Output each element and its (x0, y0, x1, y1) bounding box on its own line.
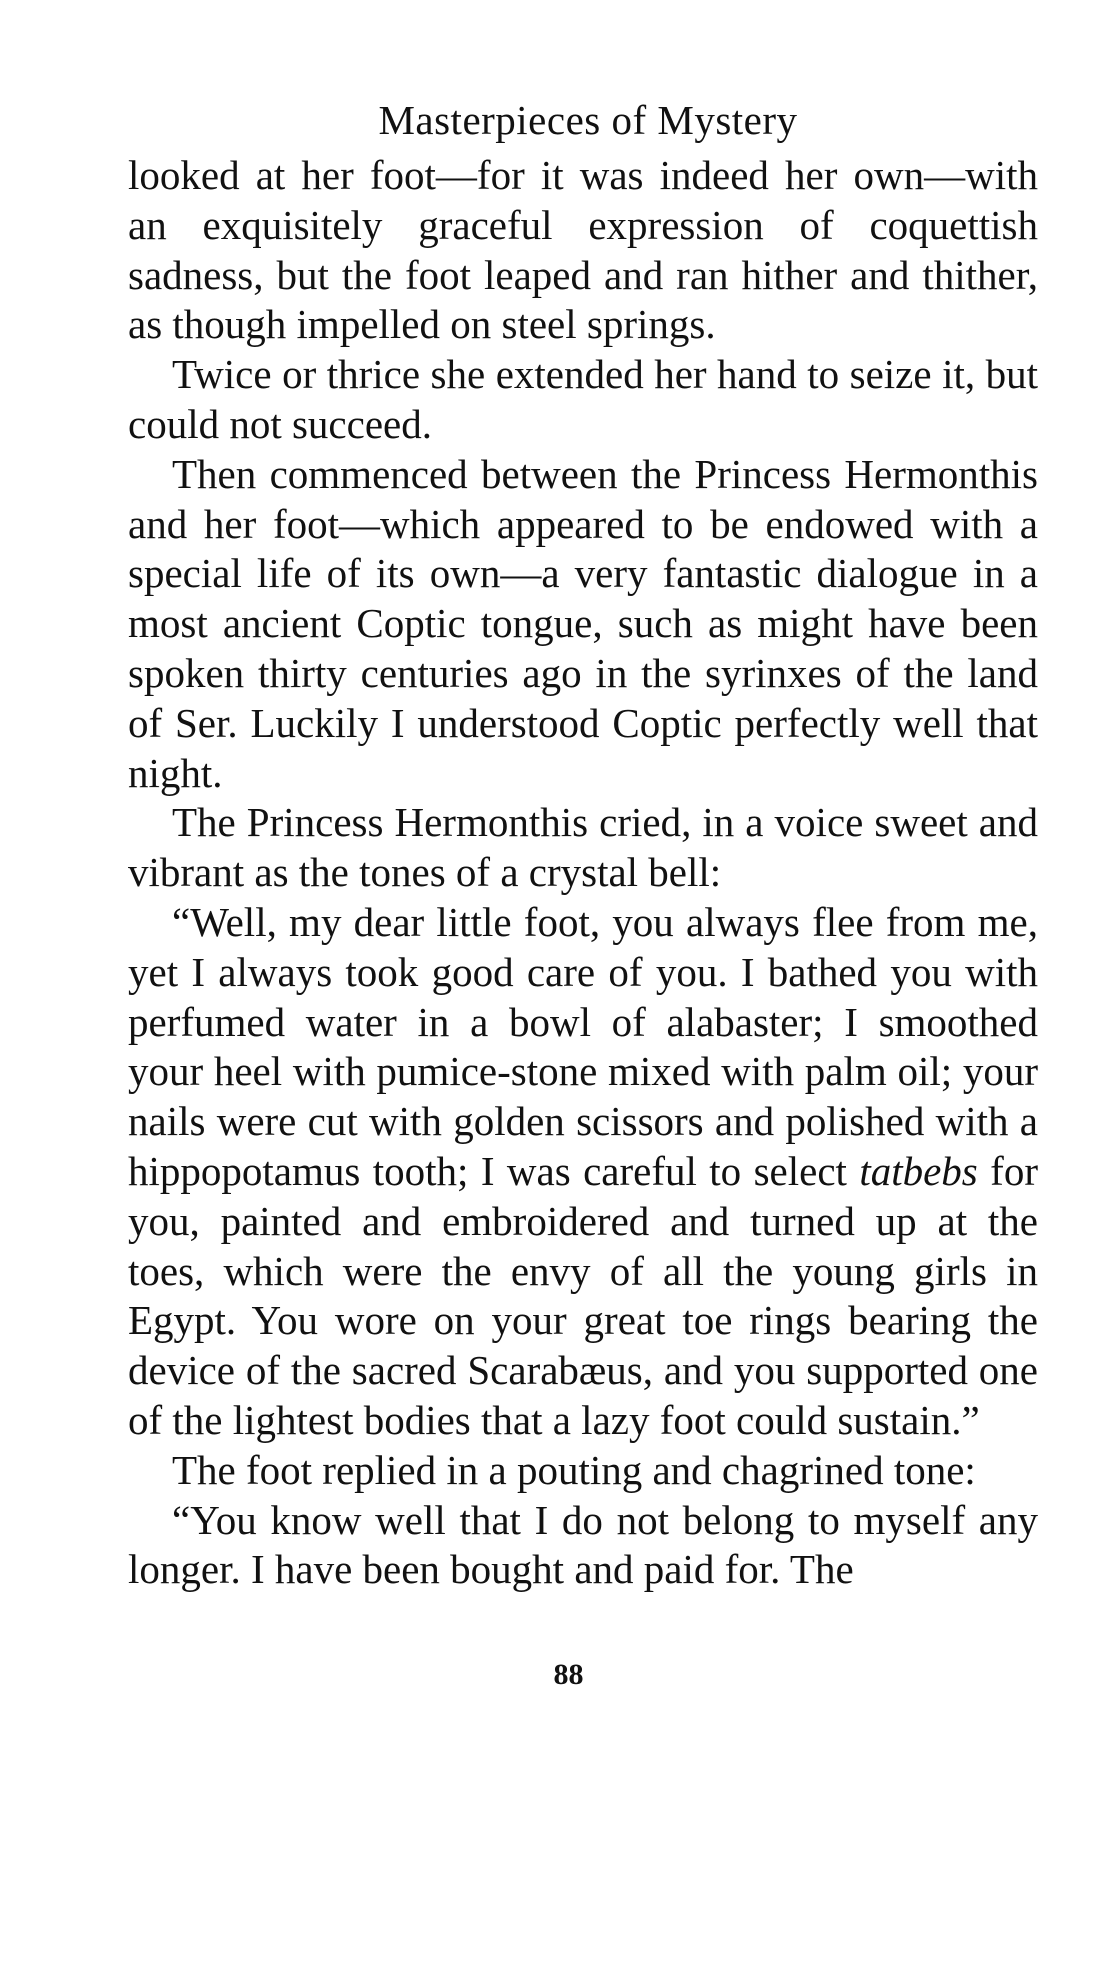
paragraph-5-text-b: for you, painted and embroidered and turned up at the toes, which were the envy of all the young girls in Egypt. You wore on your great toe rings bearing the device of the sacred Scarabæus, and you supported one of the lightest bodies that a lazy foot could sustain.” (128, 1147, 1038, 1443)
paragraph-2: Twice or thrice she extended her hand to seize it, but could not succeed. (128, 351, 1038, 447)
italic-term: tatbebs (859, 1147, 978, 1194)
page-number: 88 (553, 1658, 584, 1691)
book-page (128, 95, 1038, 1595)
paragraph-3: Then commenced between the Princess Hermonthis and her foot—which appeared to be endowed with a special life of its own—a very fantastic dialogue in a most ancient Coptic tongue, such as might have been spoken thirty centuries ago in the syrinxes of the land of Ser. Luckily I understood Coptic perfectly well that night. (128, 450, 1038, 796)
paragraph-7: “You know well that I do not belong to myself any longer. I have been bought and paid for. The (128, 1496, 1038, 1593)
paragraph-4: The Princess Hermonthis cried, in a voice sweet and vibrant as the tones of a crystal bell: (128, 799, 1038, 896)
paragraph-5 (128, 898, 1038, 1446)
paragraph-6: The foot replied in a pouting and chagrined tone: (172, 1446, 976, 1493)
body-text (128, 151, 1038, 1595)
running-head: Masterpieces of Mystery (378, 97, 798, 143)
paragraph-5-text-a: “Well, my dear little foot, you always flee from me, yet I always took good care of you. I bathed you with perfumed water in a bowl of alabaster; I smoothed your heel with pumice-stone mixed with palm oil; your nails were cut with golden scissors and polished with a hippopotamus tooth; I was careful to select (128, 898, 1038, 1194)
paragraph-1: looked at her foot—for it was indeed her own—with an exquisitely graceful expression of coquettish sadness, but the foot leaped and ran hither and thither, as though impelled on steel springs. (128, 152, 1038, 348)
